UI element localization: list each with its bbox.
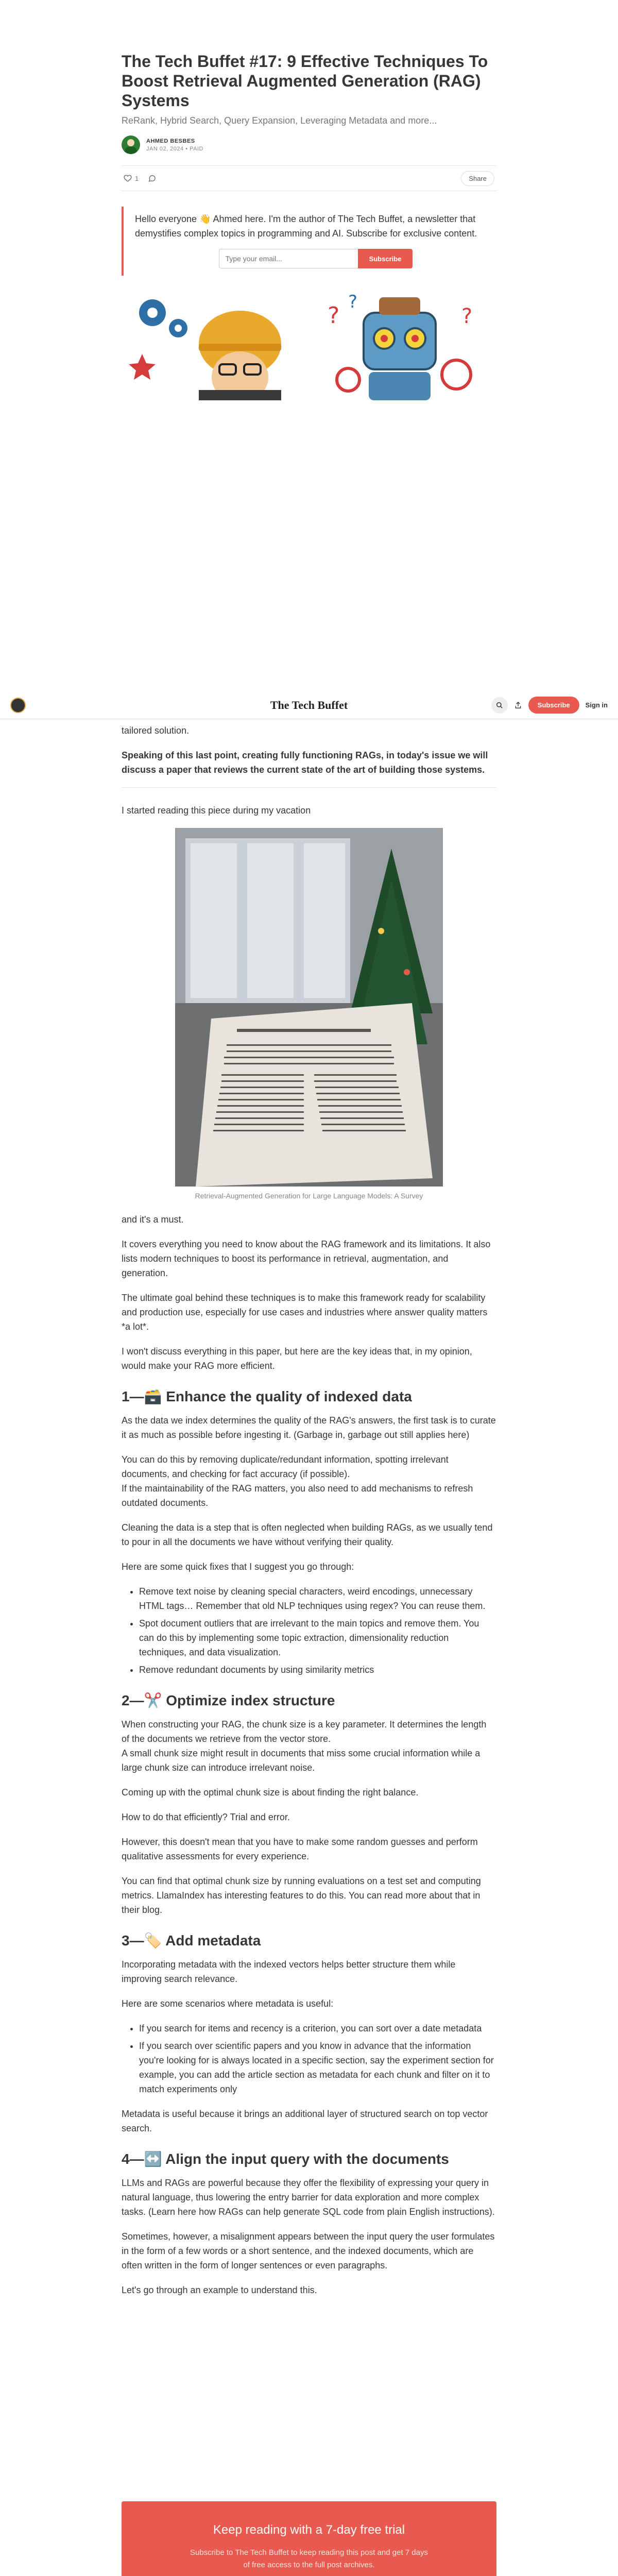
paragraph: As the data we index determines the quality of the RAG's answers, the first task is to curate it as much as possible before ingesting it. (Garbage in, garbage out still applies here) (122, 1415, 496, 1440)
paywall-box (122, 2501, 496, 2576)
search-button[interactable] (491, 697, 508, 714)
subscribe-form (135, 249, 496, 268)
paragraph: If the maintainability of the RAG matters, you also need to add mechanisms to refresh outdated documents. (122, 1483, 473, 1508)
author-name[interactable]: AHMED BESBES (146, 138, 195, 144)
article-body (122, 723, 496, 2308)
paragraph: You can do this by removing duplicate/redundant information, spotting irrelevant documents, and checking for fact accuracy (if possible). (122, 1454, 449, 1479)
list-item: • Spot document outliers that are irrelevant to the main topics and remove them. You can do this by implementing some topic extraction, dimensionality reduction techniques, and data visualization. (139, 1616, 496, 1659)
paragraph: Here are some scenarios where metadata is useful: (122, 1998, 334, 2009)
author-avatar[interactable] (122, 135, 140, 154)
paragraph (122, 748, 496, 777)
like-button[interactable] (124, 174, 139, 182)
paragraph: Here are some quick fixes that I suggest you go through: (122, 1562, 354, 1572)
metadata-list (139, 2021, 496, 2096)
share-icon[interactable] (514, 701, 522, 709)
paywall-title: Keep reading with a 7-day free trial (213, 2523, 405, 2537)
post-title: The Tech Buffet #17: 9 Effective Techniques To Boost Retrieval Augmented Generation (RAG) Systems (122, 52, 488, 110)
paragraph: Coming up with the optimal chunk size is about finding the right balance. (122, 1787, 419, 1798)
paragraph: Sometimes, however, a misalignment appears between the input query the user formulates in the form of a few words or a short sentence, and the indexed documents, which are often written in the form of longer sentences or even paragraphs. (122, 2231, 495, 2270)
publication-title[interactable]: The Tech Buffet (270, 699, 348, 711)
paragraph: I started reading this piece during my vacation (122, 805, 311, 816)
post-date: JAN 02, 2024 • PAID (146, 145, 203, 152)
photo-svg (175, 828, 443, 1187)
top-navbar (0, 690, 618, 719)
search-icon (496, 702, 503, 709)
section-heading: 2—✂️ Optimize index structure (122, 1692, 335, 1708)
paragraph: Cleaning the data is a step that is often neglected when building RAGs, as we usually tend to pour in all the documents we have without verifying their quality. (122, 1522, 493, 1547)
divider (122, 787, 496, 788)
email-input[interactable] (219, 249, 358, 268)
paragraph: It covers everything you need to know about the RAG framework and its limitations. It also lists modern techniques to boost its performance in retrieval, augmentation, and generation. (122, 1239, 491, 1278)
paragraph: and it's a must. (122, 1214, 184, 1225)
paragraph: However, this doesn't mean that you have to make some random guesses and perform qualitative assessments for every experience. (122, 1837, 478, 1861)
paragraph: I won't discuss everything in this paper, but here are the key ideas that, in my opinion, would make your RAG more efficient. (122, 1346, 472, 1371)
bold-text: Speaking of this last point, creating fully functioning RAGs, in today's issue we will discuss a paper that reviews the current state of the art of building those systems. (122, 750, 488, 775)
paragraph: A small chunk size might result in documents that miss some crucial information while a large chunk size can introduce irrelevant noise. (122, 1748, 480, 1773)
paper-figure (122, 828, 496, 1200)
list-item: • If you search for items and recency is a criterion, you can sort over a date metadata (139, 2021, 496, 2036)
paragraph: tailored solution. (122, 725, 190, 736)
paragraph: Let's go through an example to understand this. (122, 2285, 317, 2295)
paragraph: Metadata is useful because it brings an additional layer of structured search on top vector search. (122, 2109, 488, 2133)
nav-signin-link[interactable]: Sign in (585, 701, 608, 709)
intro-text: Hello everyone 👋 Ahmed here. I'm the author of The Tech Buffet, a newsletter that demystifies complex topics in programming and AI. Subscribe for exclusive content. (135, 214, 477, 239)
fixes-list (139, 1584, 496, 1677)
post-actions (122, 165, 496, 191)
paywall-text: Subscribe to The Tech Buffet to keep reading this post and get 7 days of free access to the full post archives. (190, 2548, 428, 2569)
hero-illustration (122, 287, 496, 400)
svg-text:?: ? (348, 292, 358, 312)
heart-icon (124, 174, 132, 182)
paragraph: You can find that optimal chunk size by running evaluations on a test set and computing metrics. LlamaIndex has interesting features to do this. You can read more about that in their blog. (122, 1876, 481, 1915)
intro-box (122, 207, 496, 276)
svg-text:?: ? (461, 304, 473, 328)
section-heading: 3—🏷️ Add metadata (122, 1933, 261, 1948)
post-header (122, 52, 496, 400)
paragraph: When constructing your RAG, the chunk size is a key parameter. It determines the length of the documents we retrieve from the vector store. (122, 1719, 487, 1744)
list-item: • Remove text noise by cleaning special characters, weird encodings, unnecessary HTML tags… Remember that old NLP techniques using regex? You can reuse them. (139, 1584, 496, 1613)
paper-photo[interactable] (175, 828, 443, 1187)
comment-icon[interactable] (148, 174, 156, 182)
author-row (122, 135, 496, 154)
nav-subscribe-button[interactable]: Subscribe (528, 697, 579, 714)
list-item: • If you search over scientific papers and you know in advance that the information you're looking for is always located in a specific section, say the experiment section for example, you can add the article section as metadata for each chunk and filter on it to match experiments only (139, 2039, 496, 2096)
share-button[interactable]: Share (461, 171, 494, 186)
subscribe-button[interactable]: Subscribe (358, 249, 413, 268)
list-item: • Remove redundant documents by using similarity metrics (139, 1663, 496, 1677)
svg-text:?: ? (328, 302, 340, 329)
paragraph: The ultimate goal behind these techniques is to make this framework ready for scalability and production use, especially for use cases and industries where answer quality matters *a lot*. (122, 1293, 488, 1332)
paragraph: Incorporating metadata with the indexed vectors helps better structure them while improving search relevance. (122, 1959, 456, 1984)
post-subtitle: ReRank, Hybrid Search, Query Expansion, Leveraging Metadata and more... (122, 115, 437, 126)
section-heading: 1—🗃️ Enhance the quality of indexed data (122, 1388, 412, 1404)
like-count: 1 (135, 174, 139, 182)
figure-caption: Retrieval-Augmented Generation for Large Language Models: A Survey (195, 1192, 423, 1200)
section-heading: 4—↔️ Align the input query with the documents (122, 2151, 449, 2167)
paragraph: How to do that efficiently? Trial and error. (122, 1812, 290, 1822)
hero-svg (122, 287, 496, 400)
paragraph: LLMs and RAGs are powerful because they offer the flexibility of expressing your query in natural language, thus lowering the entry barrier for data exploration and more complex tasks. (Learn here how RAGs can help generate SQL code from plain English instructions). (122, 2178, 495, 2217)
